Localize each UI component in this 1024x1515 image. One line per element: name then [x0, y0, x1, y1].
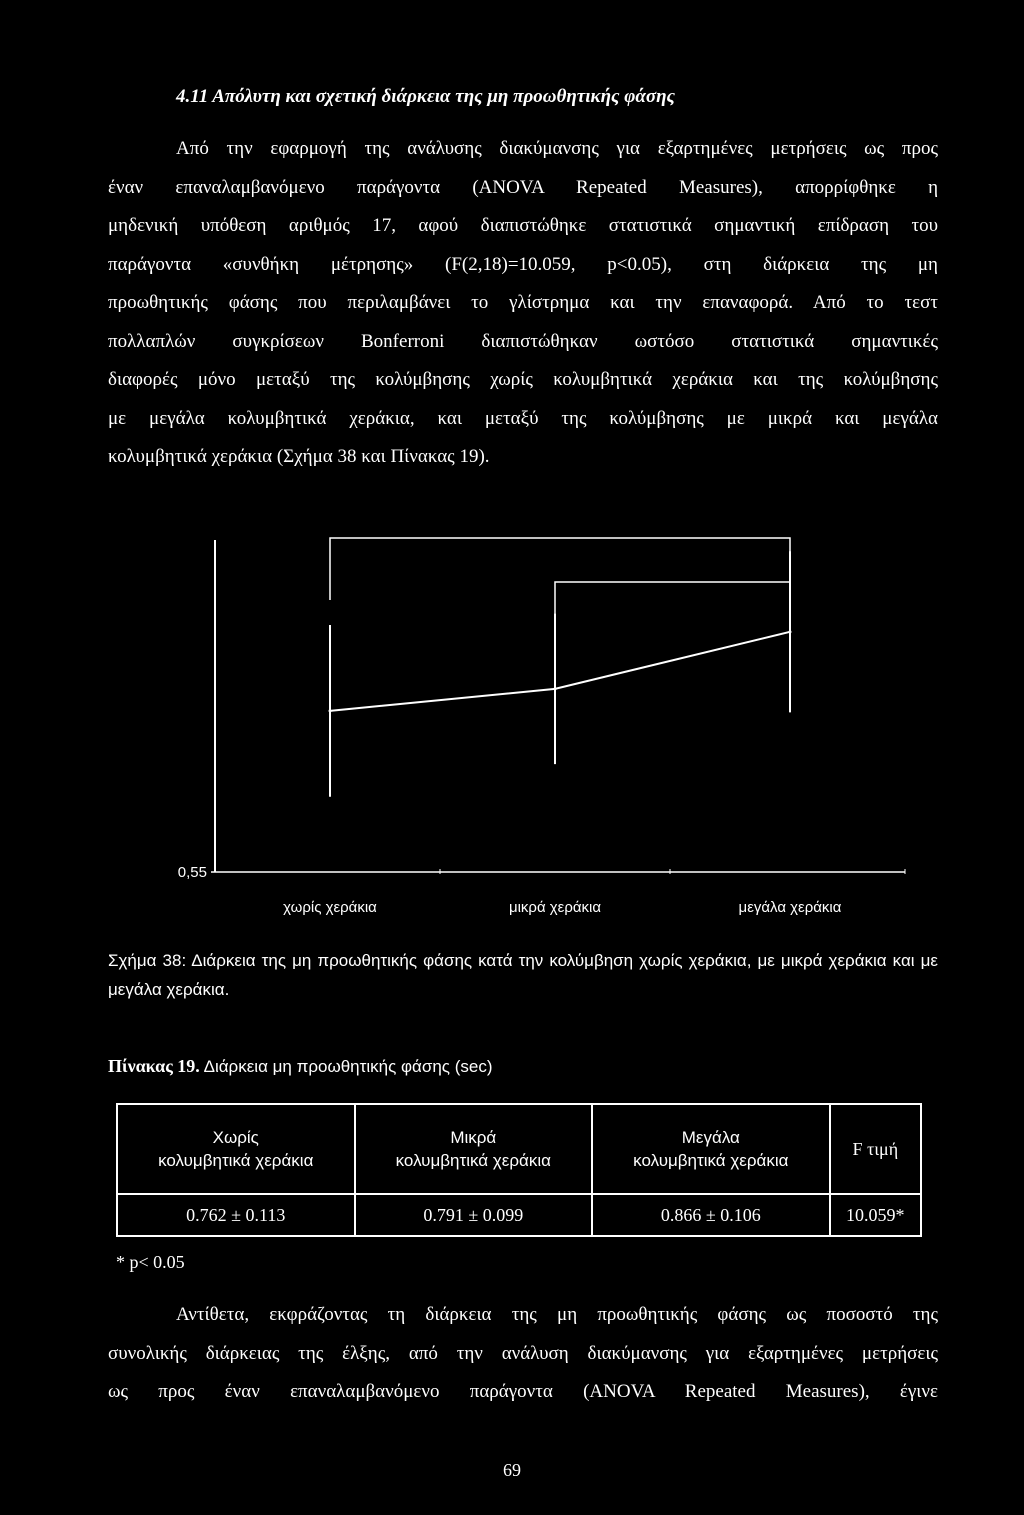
series-line — [330, 632, 790, 711]
paragraph-line: κολυμβητικά χεράκια (Σχήμα 38 και Πίνακας 19). — [108, 446, 490, 467]
paragraph-continuation — [108, 1296, 938, 1412]
paragraph-anova-results — [108, 130, 938, 477]
paragraph-line: διαφορές μόνο μεταξύ της κολύμβησης χωρίς κολυμβητικά χεράκια και της κολύμβησης — [108, 369, 938, 390]
x-tick-label: μικρά χεράκια — [508, 899, 602, 916]
table-cell: 10.059* — [830, 1194, 921, 1236]
header-line: κολυμβητικά χεράκια — [395, 1151, 551, 1170]
table-header-row — [117, 1104, 921, 1194]
table-cell: 0.791 ± 0.099 — [355, 1194, 593, 1236]
duration-line-chart — [150, 520, 910, 920]
header-line: κολυμβητικά χεράκια — [633, 1151, 789, 1170]
header-cell-small-paddles — [355, 1104, 593, 1194]
paragraph-line: έναν επαναλαμβανόμενο παράγοντα (ANOVA Repeated Measures), απορρίφθηκε η — [108, 176, 938, 198]
page-number: 69 — [503, 1460, 521, 1480]
table-number: Πίνακας 19. — [108, 1056, 200, 1076]
header-line: κολυμβητικά χεράκια — [158, 1151, 314, 1170]
table-row — [117, 1194, 921, 1236]
table-title — [108, 1056, 492, 1077]
paragraph-line: ως προς έναν επαναλαμβανόμενο παράγοντα (ANOVA Repeated Measures), έγινε — [108, 1381, 938, 1402]
paragraph-line: μηδενική υπόθεση αριθμός 17, αφού διαπιστώθηκε στατιστικά σημαντική επίδραση του — [108, 215, 938, 236]
header-cell-no-paddles — [117, 1104, 355, 1194]
significance-bracket — [555, 582, 790, 620]
table-cell: 0.762 ± 0.113 — [117, 1194, 355, 1236]
duration-table — [116, 1103, 922, 1237]
header-line: Μικρά — [450, 1128, 497, 1147]
paragraph-line: Από την εφαρμογή της ανάλυσης διακύμανσης για εξαρτημένες μετρήσεις ως προς — [176, 138, 938, 159]
header-cell-large-paddles — [592, 1104, 830, 1194]
figure-caption: Σχήμα 38: Διάρκεια της μη προωθητικής φάσης κατά την κολύμβηση χωρίς χεράκια, με μικρά χεράκια και με μεγάλα χεράκια. — [108, 951, 938, 999]
header-line: Χωρίς — [212, 1128, 259, 1147]
significance-bracket — [330, 538, 790, 600]
paragraph-line: με μεγάλα κολυμβητικά χεράκια, και μεταξύ της κολύμβησης με μικρά και μεγάλα — [108, 407, 938, 429]
table-title-text: Διάρκεια μη προωθητικής φάσης (sec) — [199, 1057, 493, 1076]
paragraph-line: πολλαπλών συγκρίσεων Bonferroni διαπιστώθηκαν ωστόσο στατιστικά σημαντικές — [108, 330, 938, 352]
paragraph-line: συνολικής διάρκειας της έλξης, από την ανάλυση διακύμανσης για εξαρτημένες μετρήσεις — [108, 1342, 938, 1364]
paragraph-line: Αντίθετα, εκφράζοντας τη διάρκεια της μη προωθητικής φάσης ως ποσοστό της — [176, 1304, 938, 1325]
y-tick-label: 0,55 — [177, 864, 207, 881]
header-line: Μεγάλα — [681, 1128, 740, 1147]
data-point — [554, 687, 557, 690]
paragraph-line: παράγοντα «συνθήκη μέτρησης» (F(2,18)=10.059, p<0.05), στη διάρκεια της μη — [108, 253, 938, 275]
section-heading: 4.11 Απόλυτη και σχετική διάρκεια της μη προωθητικής φάσης — [176, 86, 675, 107]
chart-axes — [178, 540, 905, 916]
chart-marks — [329, 538, 792, 797]
x-tick-label: μεγάλα χεράκια — [738, 899, 842, 916]
header-cell-f-value: F τιμή — [830, 1104, 921, 1194]
table-cell: 0.866 ± 0.106 — [592, 1194, 830, 1236]
data-point — [329, 709, 332, 712]
paragraph-line: προωθητικής φάσης που περιλαμβάνει το γλίστρημα και την επαναφορά. Από το τεστ — [108, 292, 938, 313]
x-tick-label: χωρίς χεράκια — [283, 899, 377, 916]
table-footnote: * p< 0.05 — [116, 1252, 185, 1272]
data-point — [789, 630, 792, 633]
